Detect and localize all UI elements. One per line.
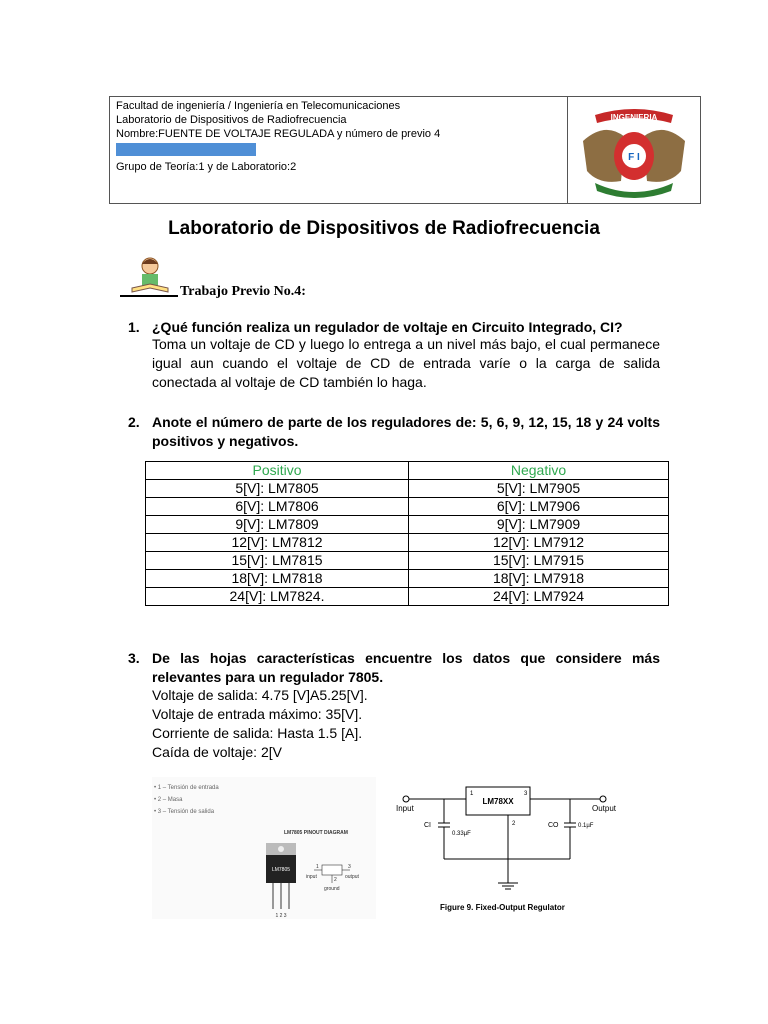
table-header-row — [146, 462, 669, 480]
cell-positive: 5[V]: LM7805 — [146, 480, 409, 498]
cell-negative: 6[V]: LM7906 — [409, 498, 669, 516]
output-label: Output — [592, 804, 617, 813]
q3-answer-3: Corriente de salida: Hasta 1.5 [A]. — [152, 725, 363, 741]
table-row — [146, 534, 669, 552]
pin-3-num: 3 — [524, 791, 528, 797]
bullet-ground: • 2 – Masa — [154, 797, 183, 803]
pin-1-num: 1 — [470, 791, 474, 797]
q3-number: 3. — [128, 650, 140, 666]
chip-label: LM7805 — [271, 867, 291, 873]
header-highlight-bar — [116, 143, 256, 156]
header-group: Grupo de Teoría:1 y de Laboratorio:2 — [116, 161, 297, 173]
pin-ground-label: ground — [324, 886, 340, 892]
cell-negative: 24[V]: LM7924 — [409, 588, 669, 606]
header-box — [109, 96, 701, 204]
pin-2-label: 2 — [334, 877, 337, 883]
q1-number: 1. — [128, 319, 140, 335]
page-title: Laboratorio de Dispositivos de Radiofrecuencia — [168, 218, 600, 239]
previo-title: Trabajo Previo No.4: — [180, 284, 306, 299]
pin-3-label: 3 — [348, 864, 351, 870]
cell-positive: 9[V]: LM7809 — [146, 516, 409, 534]
header-negative: Negativo — [409, 462, 669, 480]
engineering-crest-logo — [575, 101, 693, 201]
previo-heading — [118, 254, 328, 302]
table-row — [146, 498, 669, 516]
pinout-diagram-title: LM7805 PINOUT DIAGRAM — [284, 830, 348, 836]
table-row — [146, 480, 669, 498]
pin-numbers: 1 2 3 — [275, 913, 287, 919]
ci-label: CI — [424, 822, 431, 829]
ic-label: LM78XX — [482, 797, 514, 806]
q2-question: Anote el número de parte de los reguladores de: 5, 6, 9, 12, 15, 18 y 24 volts positivos y negativos. — [152, 414, 660, 449]
table-row — [146, 552, 669, 570]
cell-negative: 9[V]: LM7909 — [409, 516, 669, 534]
logo-text: INGENIERIA — [610, 113, 658, 122]
cell-positive: 24[V]: LM7824. — [146, 588, 409, 606]
q3-answer-4: Caída de voltaje: 2[V — [152, 744, 282, 760]
bullet-output: • 3 – Tensión de salida — [154, 809, 215, 815]
table-row — [146, 588, 669, 606]
pin-input-label: input — [306, 874, 317, 880]
header-divider — [567, 97, 568, 203]
bullet-input: • 1 – Tensión de entrada — [154, 785, 219, 791]
q2-number: 2. — [128, 414, 140, 430]
cell-negative: 15[V]: LM7915 — [409, 552, 669, 570]
cell-negative: 5[V]: LM7905 — [409, 480, 669, 498]
input-label: Input — [396, 804, 414, 813]
q3-answer-2: Voltaje de entrada máximo: 35[V]. — [152, 706, 363, 722]
pin-2-num: 2 — [512, 821, 516, 827]
pin-output-label: output — [345, 874, 359, 880]
pin-1-label: 1 — [316, 864, 319, 870]
co-value: 0.1µF — [578, 823, 594, 829]
logo-letters: F I — [628, 152, 640, 163]
table-row — [146, 516, 669, 534]
pinout-figure — [152, 777, 376, 919]
figure-caption: Figure 9. Fixed-Output Regulator — [440, 903, 565, 912]
cell-negative: 18[V]: LM7918 — [409, 570, 669, 588]
header-positive: Positivo — [146, 462, 409, 480]
q3-answer-1: Voltaje de salida: 4.75 [V]A5.25[V]. — [152, 687, 368, 703]
ci-value: 0.33µF — [452, 831, 471, 837]
cell-positive: 12[V]: LM7812 — [146, 534, 409, 552]
co-label: CO — [548, 822, 559, 829]
cell-positive: 15[V]: LM7815 — [146, 552, 409, 570]
regulator-table — [145, 461, 669, 606]
q1-answer: Toma un voltaje de CD y luego lo entrega a un nivel más bajo, el cual permanece igual aun cuando el voltaje de CD de entrada varíe o la carga de salida conectada al voltaje de CD también lo haga. — [152, 336, 660, 390]
cell-negative: 12[V]: LM7912 — [409, 534, 669, 552]
header-faculty: Facultad de ingeniería / Ingeniería en Telecomunicaciones — [116, 100, 401, 112]
q3-question: De las hojas características encuentre los datos que considere más relevantes para un regulador 7805. — [152, 650, 660, 685]
header-lab: Laboratorio de Dispositivos de Radiofrecuencia — [116, 114, 347, 126]
cell-positive: 18[V]: LM7818 — [146, 570, 409, 588]
q1-question: ¿Qué función realiza un regulador de voltaje en Circuito Integrado, CI? — [152, 319, 623, 335]
student-reading-icon — [118, 254, 180, 302]
cell-positive: 6[V]: LM7806 — [146, 498, 409, 516]
regulator-circuit-figure — [392, 777, 642, 919]
header-name: Nombre:FUENTE DE VOLTAJE REGULADA y número de previo 4 — [116, 128, 441, 140]
table-row — [146, 570, 669, 588]
